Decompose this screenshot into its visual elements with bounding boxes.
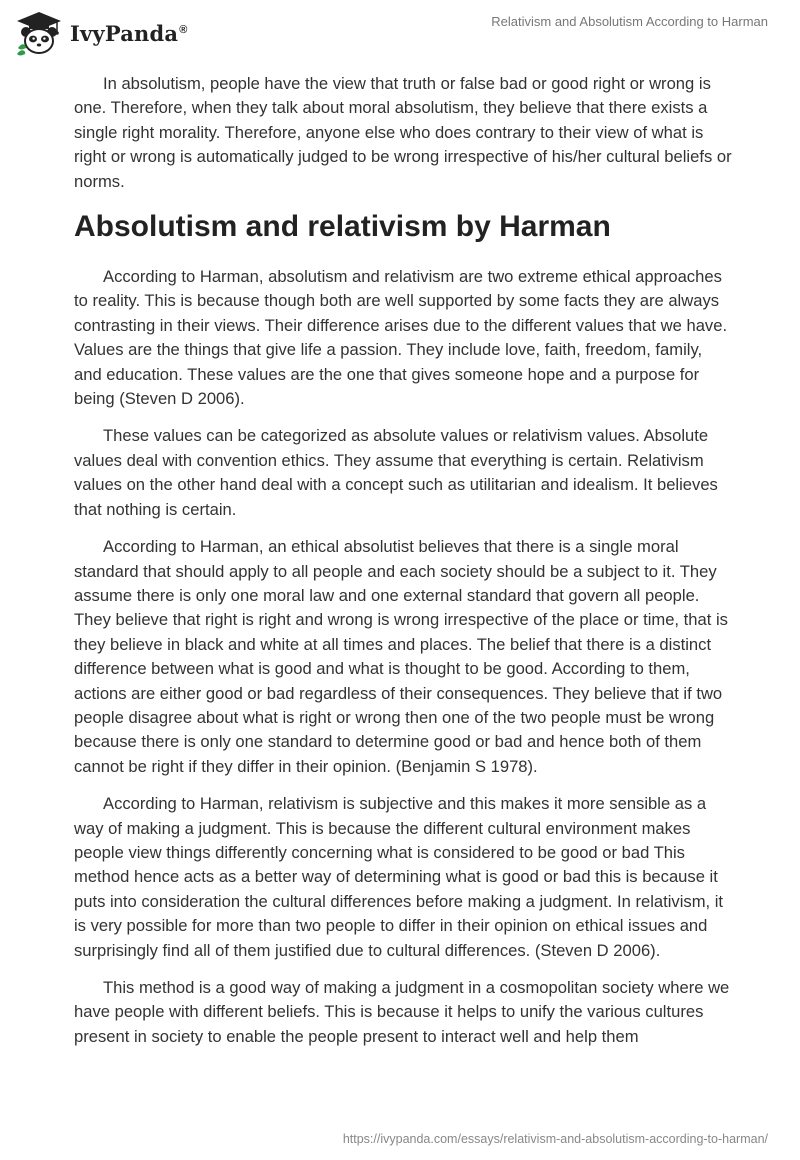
body-paragraph: According to Harman, absolutism and relativism are two extreme ethical approaches to reality. This is because though both are well supported by some facts they are always contrasting in their views. Their difference arises due to the different values that we have. Values are the things that give life a passion. They include love, faith, freedom, family, and education. These values are the one that gives someone hope and a purpose for being (Steven D 2006). <box>74 267 728 409</box>
document-title: Relativism and Absolutism According to Harman <box>491 14 768 29</box>
page-header <box>0 0 800 70</box>
essay-content <box>74 72 734 1062</box>
body-paragraph: This method is a good way of making a judgment in a cosmopolitan society where we have people with different beliefs. This is because it helps to unify the various cultures present in society to enable the people present to interact well and help them <box>74 978 730 1046</box>
brand-text: IvyPanda <box>70 20 179 46</box>
section-heading: Absolutism and relativism by Harman <box>74 210 611 244</box>
body-paragraph: According to Harman, an ethical absolutist believes that there is a single moral standard that should apply to all people and each society should be a subject to it. They assume there is only one moral law and one external standard that govern all people. They believe that right is right and wrong is wrong irrespective of the place or time, that is they believe in black and white at all times and places. The belief that there is a distinct difference between what is good and what is thought to be good. According to them, actions are either good or bad regardless of their consequences. They believe that if two people disagree about what is right or wrong then one of the two people must be wrong because there is only one standard to determine good or bad and hence both of them cannot be right if they differ in their opinion. (Benjamin S 1978). <box>74 537 728 776</box>
registered-mark: ® <box>179 23 188 36</box>
panda-graduate-icon <box>14 10 64 56</box>
intro-paragraph: In absolutism, people have the view that truth or false bad or good right or wrong is one. Therefore, when they talk about moral absolutism, they believe that there exists a single right morality. Therefore, anyone else who does contrary to their view of what is right or wrong is automatically judged to be wrong irrespective of his/her cultural beliefs or norms. <box>74 74 732 191</box>
ivypanda-logo[interactable] <box>14 10 188 56</box>
body-paragraph: These values can be categorized as absolute values or relativism values. Absolute values deal with convention ethics. They assume that everything is certain. Relativism values on the other hand deal with a concept such as utilitarian and idealism. It believes that nothing is certain. <box>74 426 718 519</box>
source-url[interactable]: https://ivypanda.com/essays/relativism-and-absolutism-according-to-harman/ <box>342 1132 768 1146</box>
brand-name <box>70 21 188 46</box>
body-paragraph: According to Harman, relativism is subjective and this makes it more sensible as a way of making a judgment. This is because the different cultural environment makes people view things differently concerning what is considered to be good or bad This method hence acts as a better way of determining what is good or bad this is because it puts into consideration the cultural differences before making a judgment. In relativism, it is very possible for more than two people to differ in their opinion on ethical issues and surprisingly find all of them justified due to cultural differences. (Steven D 2006). <box>74 794 724 960</box>
